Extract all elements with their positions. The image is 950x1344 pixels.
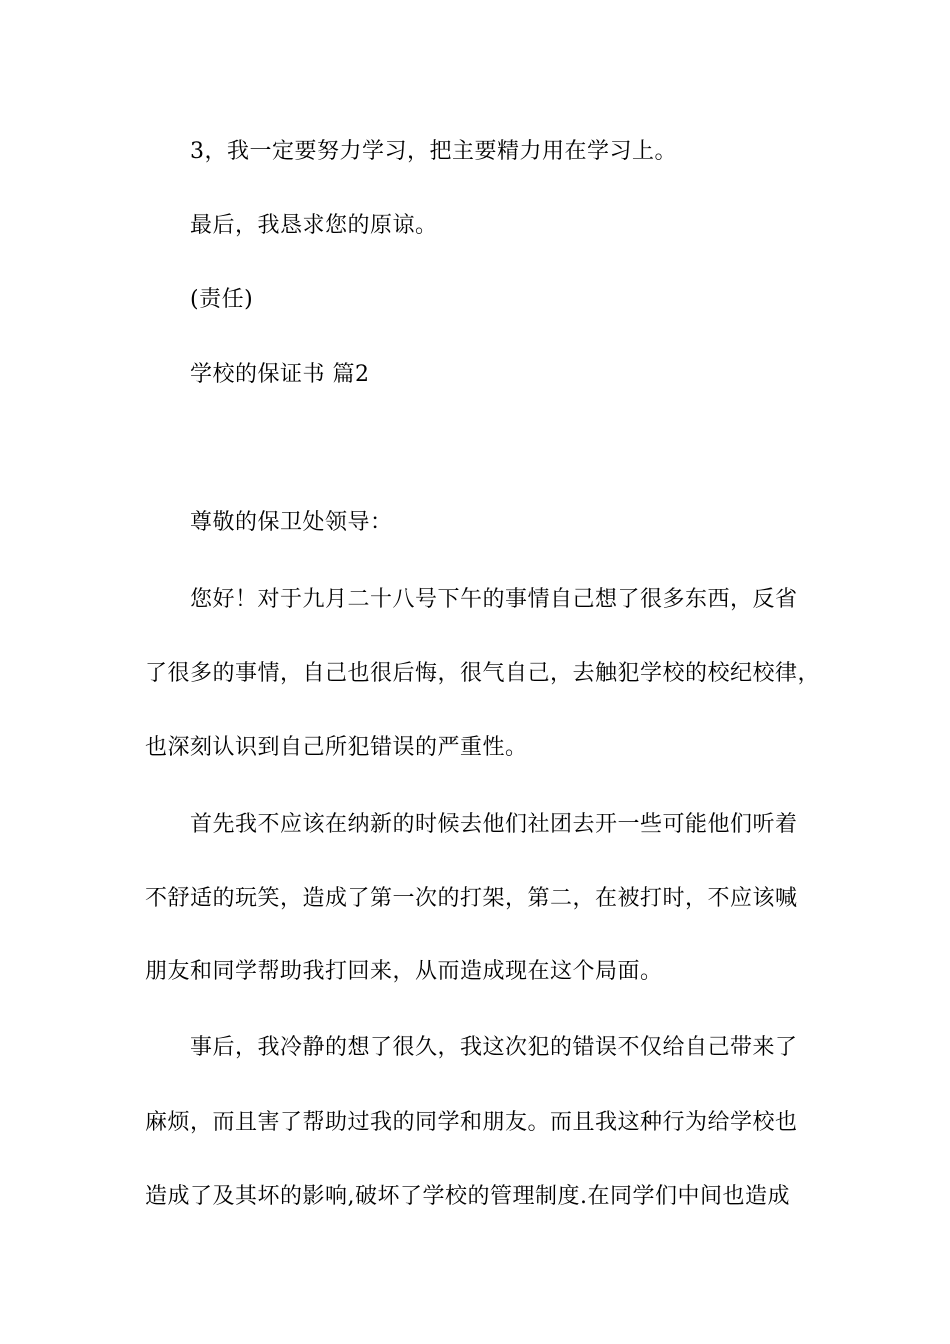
paragraph-line: 不舒适的玩笑，造成了第一次的打架，第二，在被打时，不应该喊 <box>145 886 798 911</box>
paragraph-line: 3，我一定要努力学习，把主要精力用在学习上。 <box>190 139 677 164</box>
section-heading: 学校的保证书 篇2 <box>190 362 370 387</box>
paragraph-line: 朋友和同学帮助我打回来，从而造成现在这个局面。 <box>145 959 663 984</box>
signature-line: (责任) <box>190 287 254 312</box>
paragraph-line: 麻烦，而且害了帮助过我的同学和朋友。而且我这种行为给学校也 <box>145 1110 798 1135</box>
salutation: 尊敬的保卫处领导： <box>190 510 393 535</box>
paragraph-line: 了很多的事情，自己也很后悔，很气自己，去触犯学校的校纪校律， <box>145 661 821 686</box>
paragraph-line: 最后，我恳求您的原谅。 <box>190 213 438 238</box>
paragraph-line: 也深刻认识到自己所犯错误的严重性。 <box>145 735 528 760</box>
paragraph-line: 造成了及其坏的影响,破坏了学校的管理制度.在同学们中间也造成 <box>145 1184 790 1209</box>
paragraph-line: 您好！对于九月二十八号下午的事情自己想了很多东西，反省 <box>190 587 798 612</box>
paragraph-line: 事后，我冷静的想了很久，我这次犯的错误不仅给自己带来了 <box>190 1035 798 1060</box>
paragraph-line: 首先我不应该在纳新的时候去他们社团去开一些可能他们听着 <box>190 812 798 837</box>
